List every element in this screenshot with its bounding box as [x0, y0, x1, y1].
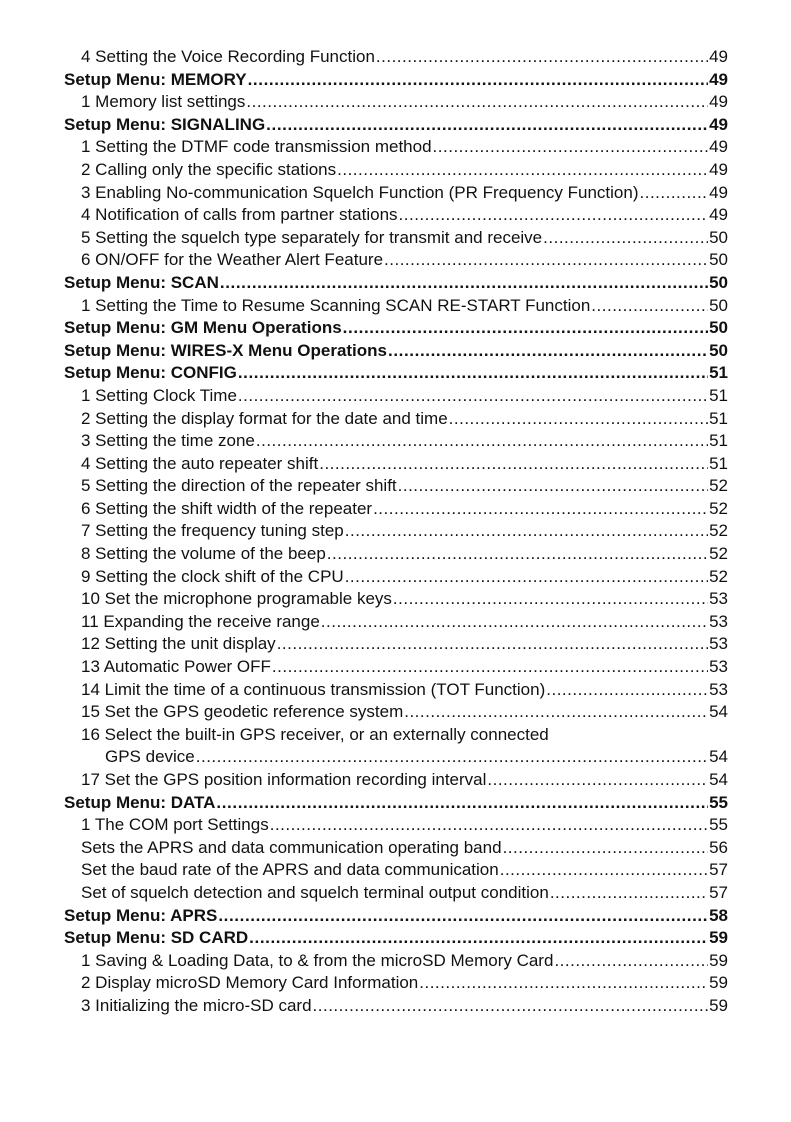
dot-leader [343, 317, 708, 340]
toc-entry[interactable] [64, 814, 728, 837]
dot-leader [313, 995, 709, 1018]
toc-entry-title: Setup Menu: APRS [64, 905, 218, 925]
toc-entry[interactable] [64, 633, 728, 656]
dot-leader [388, 340, 708, 363]
toc-page-number: 54 [709, 770, 728, 789]
toc-entry[interactable] [64, 611, 728, 634]
dot-leader [249, 927, 708, 950]
dot-leader [218, 905, 708, 928]
toc-page-number: 50 [709, 295, 728, 315]
toc-entry[interactable] [64, 882, 728, 905]
toc-page-number: 51 [709, 453, 728, 473]
toc-entry[interactable] [64, 837, 728, 860]
toc-section-heading[interactable] [64, 905, 728, 928]
toc-page-number: 59 [709, 973, 728, 993]
dot-leader [433, 136, 709, 159]
toc-entry-title: 1 Setting Clock Time [81, 385, 237, 405]
toc-page-number: 53 [709, 634, 728, 654]
toc-entry[interactable] [64, 91, 728, 114]
toc-entry[interactable] [64, 972, 728, 995]
toc-entry-title: 14 Limit the time of a continuous transmission (TOT Function) [81, 679, 546, 699]
toc-entry[interactable] [64, 769, 728, 792]
dot-leader [550, 882, 708, 905]
toc-page-number: 52 [709, 521, 728, 541]
dot-leader [503, 837, 709, 860]
dot-leader [546, 679, 708, 702]
toc-entry[interactable] [64, 385, 728, 408]
toc-entry-title: 3 Enabling No-communication Squelch Function (PR Frequency Function) [81, 182, 639, 202]
toc-entry-title: Setup Menu: MEMORY [64, 69, 247, 89]
dot-leader [238, 362, 708, 385]
toc-entry[interactable] [64, 543, 728, 566]
toc-entry-title: 17 Set the GPS position information recording interval [81, 770, 487, 789]
toc-entry-title: 1 The COM port Settings [81, 815, 269, 835]
toc-entry-title: 3 Setting the time zone [81, 431, 255, 451]
toc-page-number: 50 [709, 250, 728, 270]
toc-page-number: 49 [709, 69, 728, 89]
toc-entry-title: Setup Menu: DATA [64, 792, 216, 812]
toc-page-number: 56 [709, 837, 728, 857]
dot-leader [246, 91, 708, 114]
toc-section-heading[interactable] [64, 114, 728, 137]
toc-entry-title: Sets the APRS and data communication operating band [81, 837, 502, 857]
toc-page-number: 52 [709, 476, 728, 496]
dot-leader [373, 498, 708, 521]
toc-entry[interactable] [64, 679, 728, 702]
toc-entry-title: Setup Menu: GM Menu Operations [64, 318, 342, 338]
toc-entry[interactable] [64, 159, 728, 182]
toc-entry-title: 16 Select the built-in GPS receiver, or an externally connected [81, 724, 549, 744]
toc-section-heading[interactable] [64, 927, 728, 950]
toc-page-number: 59 [709, 928, 728, 948]
toc-entry-title: 9 Setting the clock shift of the CPU [81, 566, 344, 586]
toc-entry[interactable] [64, 182, 728, 205]
toc-page-number: 52 [709, 498, 728, 518]
toc-page-number: 53 [709, 611, 728, 631]
toc-page-number: 51 [709, 431, 728, 451]
toc-entry[interactable] [64, 724, 728, 747]
dot-leader [337, 159, 708, 182]
toc-entry[interactable] [64, 136, 728, 159]
toc-entry-title: GPS device [105, 747, 195, 767]
toc-section-heading[interactable] [64, 317, 728, 340]
dot-leader [399, 204, 709, 227]
dot-leader [277, 633, 708, 656]
dot-leader [238, 385, 708, 408]
toc-entry-title: Setup Menu: CONFIG [64, 363, 237, 383]
toc-entry[interactable] [64, 498, 728, 521]
toc-entry-title: Setup Menu: SIGNALING [64, 114, 266, 134]
toc-entry[interactable] [64, 950, 728, 973]
toc-entry[interactable] [64, 701, 728, 724]
dot-leader [270, 814, 708, 837]
toc-entry-title: 5 Setting the direction of the repeater shift [81, 476, 397, 496]
dot-leader [321, 611, 708, 634]
toc-page-number: 55 [709, 815, 728, 835]
toc-entry[interactable] [64, 995, 728, 1018]
toc-entry[interactable] [64, 408, 728, 431]
toc-entry-title: 1 Memory list settings [81, 92, 246, 112]
toc-section-heading[interactable] [64, 272, 728, 295]
toc-entry-title: Setup Menu: SD CARD [64, 928, 249, 948]
toc-entry-title: 2 Setting the display format for the date and time [81, 408, 448, 428]
toc-page-number: 58 [709, 905, 728, 925]
toc-entry[interactable] [64, 520, 728, 543]
toc-page-number: 50 [709, 318, 728, 338]
toc-page-number: 53 [709, 679, 728, 699]
toc-entry[interactable] [64, 295, 728, 318]
toc-page-number: 59 [709, 950, 728, 970]
toc-page-number: 59 [709, 995, 728, 1015]
dot-leader [345, 566, 708, 589]
toc-entry-title: 6 Setting the shift width of the repeater [81, 498, 373, 518]
toc-entry-title: 7 Setting the frequency tuning step [81, 521, 344, 541]
toc-entry-title: 10 Set the microphone programable keys [81, 589, 392, 609]
toc-page-number: 52 [709, 566, 728, 586]
toc-entry-title: 13 Automatic Power OFF [81, 657, 271, 677]
toc-page-number: 54 [709, 747, 728, 767]
toc-entry-title: 4 Notification of calls from partner stations [81, 205, 398, 225]
toc-entry-title: Setup Menu: WIRES-X Menu Operations [64, 340, 388, 360]
toc-entry-title: 15 Set the GPS geodetic reference system [81, 702, 404, 722]
toc-page-number: 52 [709, 544, 728, 564]
toc-entry-title: 1 Setting the Time to Resume Scanning SCAN RE-START Function [81, 295, 591, 315]
toc-entry-title: 8 Setting the volume of the beep [81, 544, 326, 564]
toc-page-number: 50 [709, 227, 728, 247]
toc-page-number: 53 [709, 589, 728, 609]
toc-entry[interactable] [64, 656, 728, 679]
toc-page-number: 49 [709, 114, 728, 134]
toc-entry[interactable] [64, 46, 728, 69]
toc-entry-title: 4 Setting the Voice Recording Function [81, 47, 375, 66]
toc-page-number: 53 [709, 657, 728, 677]
toc-page-number: 51 [709, 363, 728, 383]
dot-leader [487, 769, 708, 792]
dot-leader [256, 430, 708, 453]
toc-entry-continuation[interactable] [64, 746, 728, 769]
toc-entry-title: 2 Display microSD Memory Card Information [81, 973, 419, 993]
dot-leader [398, 475, 708, 498]
table-of-contents [64, 46, 728, 1018]
toc-section-heading[interactable] [64, 340, 728, 363]
toc-entry[interactable] [64, 249, 728, 272]
toc-entry-title: 1 Saving & Loading Data, to & from the microSD Memory Card [81, 950, 554, 970]
toc-entry-title: 11 Expanding the receive range [81, 611, 320, 631]
toc-section-heading[interactable] [64, 792, 728, 815]
dot-leader [216, 792, 708, 815]
dot-leader [384, 249, 708, 272]
toc-page-number: 49 [709, 182, 728, 202]
toc-page-number: 49 [709, 137, 728, 157]
dot-leader [319, 453, 708, 476]
toc-page-number: 49 [709, 205, 728, 225]
toc-page-number: 51 [709, 385, 728, 405]
dot-leader [272, 656, 708, 679]
toc-entry-title: Set the baud rate of the APRS and data communication [81, 860, 499, 880]
toc-section-heading[interactable] [64, 362, 728, 385]
toc-page-number: 50 [709, 340, 728, 360]
dot-leader [500, 859, 708, 882]
dot-leader [449, 408, 708, 431]
toc-page-number: 49 [709, 159, 728, 179]
toc-page-number: 55 [709, 792, 728, 812]
toc-page-number: 54 [709, 702, 728, 722]
dot-leader [376, 46, 708, 69]
toc-entry[interactable] [64, 475, 728, 498]
toc-entry-title: 6 ON/OFF for the Weather Alert Feature [81, 250, 384, 270]
toc-entry-title: 1 Setting the DTMF code transmission method [81, 137, 432, 157]
toc-entry-title: 12 Setting the unit display [81, 634, 276, 654]
dot-leader [248, 69, 708, 92]
toc-entry[interactable] [64, 453, 728, 476]
toc-entry-title: 5 Setting the squelch type separately for transmit and receive [81, 227, 543, 247]
toc-entry-title: 3 Initializing the micro-SD card [81, 995, 312, 1015]
dot-leader [345, 520, 708, 543]
dot-leader [591, 295, 708, 318]
toc-entry[interactable] [64, 566, 728, 589]
dot-leader [196, 746, 708, 769]
dot-leader [220, 272, 708, 295]
toc-page-number: 57 [709, 860, 728, 880]
dot-leader [327, 543, 708, 566]
dot-leader [393, 588, 708, 611]
toc-page-number: 51 [709, 408, 728, 428]
toc-section-heading[interactable] [64, 69, 728, 92]
toc-page-number: 50 [709, 272, 728, 292]
toc-page-number: 49 [709, 92, 728, 112]
toc-entry-title: Set of squelch detection and squelch terminal output condition [81, 882, 549, 902]
toc-entry-title: Setup Menu: SCAN [64, 272, 219, 292]
dot-leader [543, 227, 708, 250]
toc-page-number: 57 [709, 882, 728, 902]
dot-leader [404, 701, 708, 724]
toc-entry[interactable] [64, 430, 728, 453]
dot-leader [419, 972, 708, 995]
toc-entry[interactable] [64, 227, 728, 250]
toc-entry-title: 4 Setting the auto repeater shift [81, 453, 319, 473]
toc-entry[interactable] [64, 588, 728, 611]
toc-entry[interactable] [64, 204, 728, 227]
toc-entry-title: 2 Calling only the specific stations [81, 159, 337, 179]
dot-leader [266, 114, 708, 137]
dot-leader [640, 182, 709, 205]
toc-page-number: 49 [709, 47, 728, 66]
toc-entry[interactable] [64, 859, 728, 882]
dot-leader [554, 950, 708, 973]
